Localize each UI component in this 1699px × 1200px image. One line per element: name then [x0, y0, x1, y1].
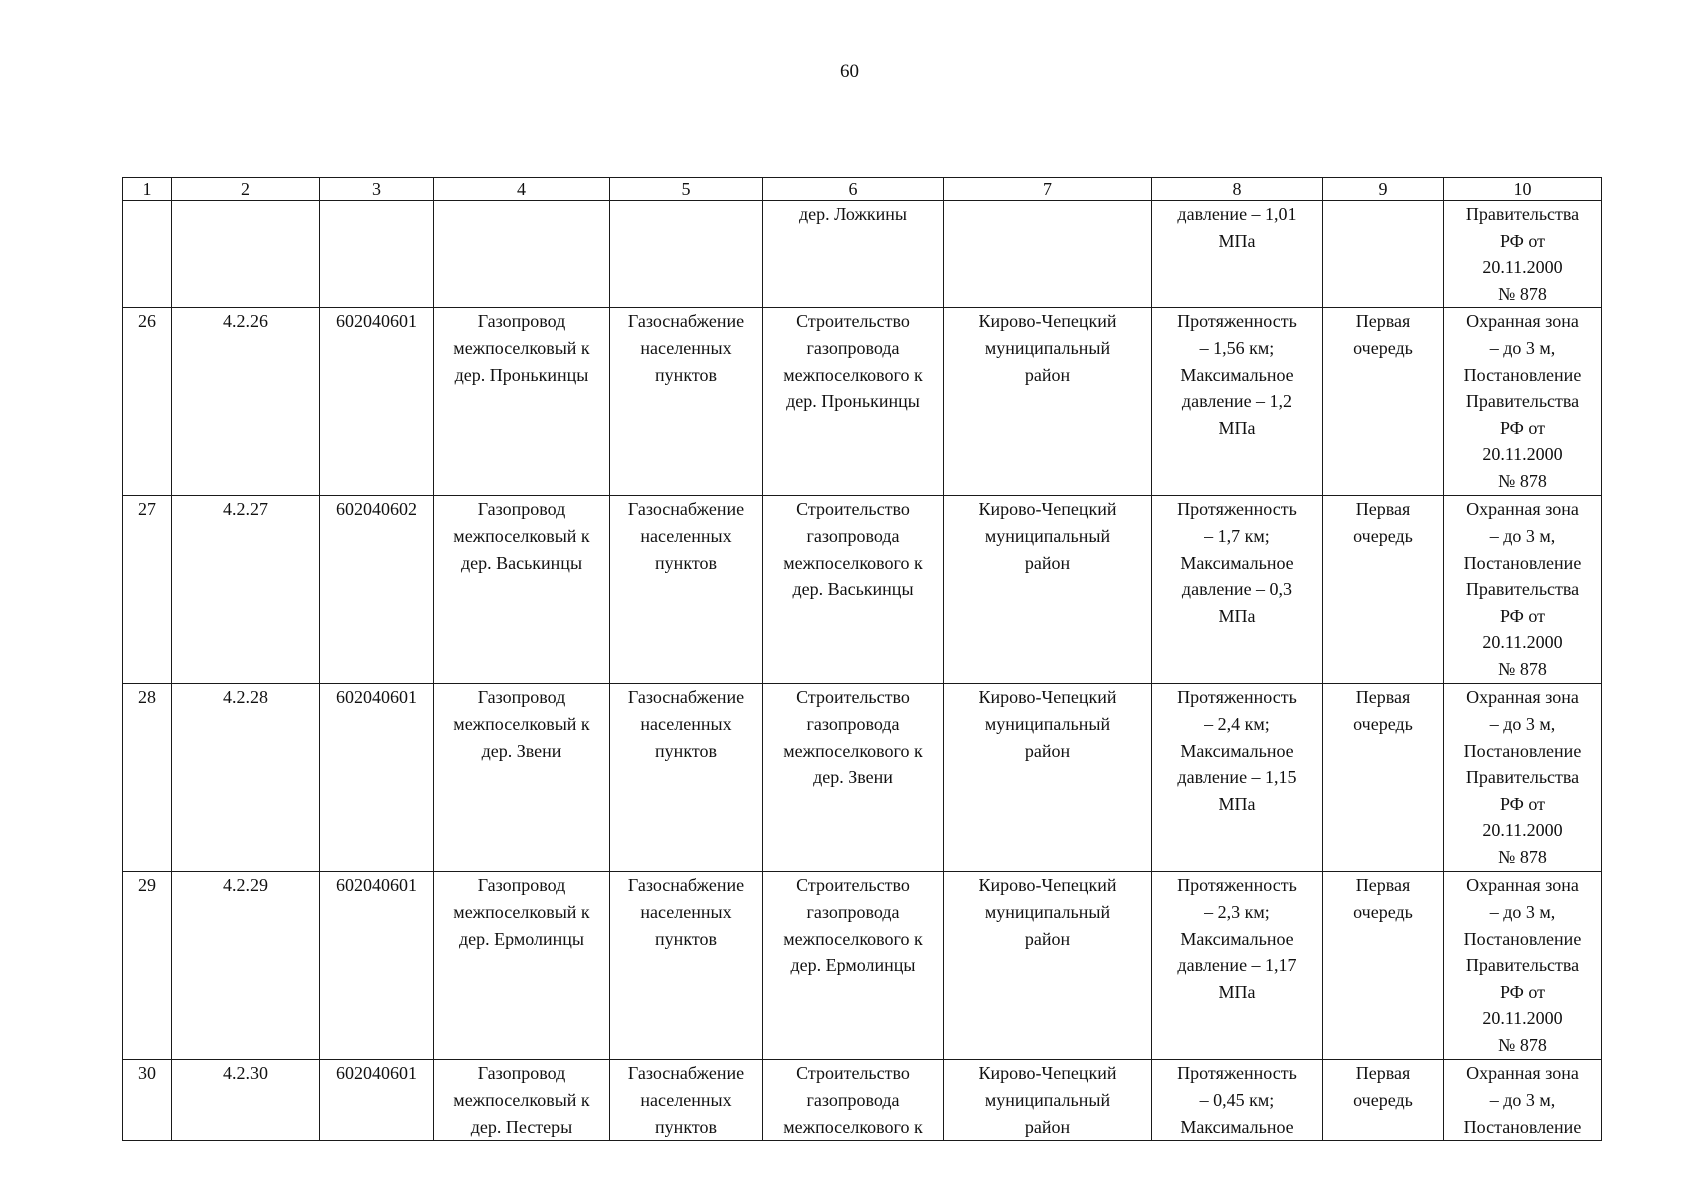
cell-text: Максимальное [1180, 364, 1294, 385]
cell-text: межпоселковый к [453, 901, 590, 922]
object-code-cell [320, 684, 434, 872]
cell-text: Протяженность [1177, 499, 1297, 520]
stage-cell [1323, 201, 1444, 308]
cell-text: Постановление [1463, 740, 1582, 761]
cell-text: Газоснабжение [627, 875, 745, 896]
cell-text: дер. Васькинцы [792, 579, 914, 600]
cell-text: 4.2.29 [223, 875, 268, 896]
cell-text: Протяженность [1177, 875, 1297, 896]
cell-text: дер. Ермолинцы [459, 928, 584, 949]
cell-text: газопровода [806, 1089, 900, 1110]
cell-text: МПа [1218, 605, 1256, 626]
cell-text: межпоселкового к [783, 552, 923, 573]
column-number: 6 [763, 178, 944, 201]
cell-text: 26 [138, 311, 156, 332]
restrictions-cell [1444, 496, 1602, 684]
cell-text: Кирово-Чепецкий [978, 687, 1117, 708]
cell-text: – до 3 м, [1489, 713, 1556, 734]
cell-text: Максимальное [1180, 740, 1294, 761]
item-code-cell [172, 1060, 320, 1141]
cell-text: – 0,45 км; [1199, 1089, 1275, 1110]
cell-text: очередь [1353, 1089, 1413, 1110]
cell-text: межпоселковый к [453, 337, 590, 358]
column-number: 4 [434, 178, 610, 201]
cell-text: давление – 1,17 [1177, 955, 1297, 976]
cell-text: дер. Ложкины [799, 204, 907, 224]
item-code-cell [172, 201, 320, 308]
cell-text: – до 3 м, [1489, 337, 1556, 358]
cell-text: муниципальный [984, 1089, 1111, 1110]
cell-text: 602040601 [336, 875, 417, 896]
location-cell [944, 1060, 1152, 1141]
cell-text: 20.11.2000 [1482, 444, 1563, 465]
cell-text: населенных [640, 901, 732, 922]
cell-text: Правительства [1465, 579, 1580, 600]
cell-text: – 2,3 км; [1204, 901, 1270, 922]
stage-cell [1323, 872, 1444, 1060]
cell-text: населенных [640, 1089, 732, 1110]
cell-text: межпоселкового к [783, 364, 923, 385]
cell-text: Строительство [796, 499, 910, 520]
object-name-cell [434, 684, 610, 872]
location-cell [944, 684, 1152, 872]
column-number: 10 [1444, 178, 1602, 201]
cell-text: 20.11.2000 [1482, 632, 1563, 653]
cell-text: очередь [1353, 525, 1413, 546]
location-cell [944, 496, 1152, 684]
cell-text: № 878 [1498, 470, 1547, 491]
cell-text: Протяженность [1177, 1063, 1297, 1084]
cell-text: населенных [640, 525, 732, 546]
cell-text: Первая [1355, 311, 1411, 332]
row-number-cell [123, 308, 172, 496]
cell-text: дер. Пестеры [470, 1116, 573, 1137]
cell-text: Протяженность [1177, 311, 1297, 332]
table-row [123, 872, 1602, 1060]
row-number-cell [123, 684, 172, 872]
activity-cell [763, 872, 944, 1060]
cell-text: Охранная зона [1466, 875, 1579, 896]
cell-text: Правительства [1465, 955, 1580, 976]
cell-text: Постановление [1463, 928, 1582, 949]
cell-text: Постановление [1463, 364, 1582, 385]
object-code-cell [320, 308, 434, 496]
cell-text: Строительство [796, 687, 910, 708]
cell-text: Первая [1355, 499, 1411, 520]
cell-text: Газопровод [477, 311, 566, 332]
cell-text: № 878 [1498, 1034, 1547, 1055]
restrictions-cell [1444, 201, 1602, 308]
activity-cell [763, 201, 944, 308]
cell-text: район [1024, 364, 1071, 385]
object-code-cell [320, 1060, 434, 1141]
table-body [123, 201, 1602, 1141]
cell-text: Охранная зона [1466, 311, 1579, 332]
location-cell [944, 308, 1152, 496]
cell-text: Правительства [1465, 767, 1580, 788]
cell-text: дер. Звени [481, 740, 562, 761]
cell-text: МПа [1218, 793, 1256, 814]
characteristics-cell [1152, 872, 1323, 1060]
cell-text: район [1024, 740, 1071, 761]
cell-text: 29 [138, 875, 156, 896]
cell-text: дер. Звени [813, 767, 893, 788]
object-name-cell [434, 496, 610, 684]
cell-text: РФ от [1499, 981, 1546, 1002]
cell-text: Кирово-Чепецкий [978, 311, 1117, 332]
row-number-cell [123, 201, 172, 308]
cell-text: 4.2.26 [223, 311, 268, 332]
cell-text: Кирово-Чепецкий [978, 499, 1117, 520]
object-name-cell [434, 1060, 610, 1141]
cell-text: пунктов [655, 1116, 717, 1137]
cell-text: Протяженность [1177, 687, 1297, 708]
cell-text: МПа [1218, 417, 1256, 438]
cell-text: РФ от [1499, 230, 1546, 251]
cell-text: муниципальный [984, 901, 1111, 922]
characteristics-cell [1152, 684, 1323, 872]
cell-text: Строительство [796, 1063, 910, 1084]
column-number: 8 [1152, 178, 1323, 201]
cell-text: 4.2.27 [223, 499, 268, 520]
cell-text: район [1024, 552, 1071, 573]
cell-text: Правительства [1465, 204, 1580, 224]
object-code-cell [320, 201, 434, 308]
column-number: 7 [944, 178, 1152, 201]
cell-text: межпоселкового к [783, 928, 923, 949]
activity-cell [763, 496, 944, 684]
item-code-cell [172, 308, 320, 496]
purpose-cell [610, 201, 763, 308]
characteristics-cell [1152, 308, 1323, 496]
cell-text: дер. Пронькинцы [454, 364, 589, 385]
cell-text: межпоселкового к [783, 740, 923, 761]
cell-text: пунктов [655, 740, 717, 761]
cell-text: населенных [640, 337, 732, 358]
table-row [123, 201, 1602, 308]
cell-text: Максимальное [1180, 928, 1294, 949]
purpose-cell [610, 496, 763, 684]
cell-text: Максимальное [1180, 1116, 1294, 1137]
stage-cell [1323, 684, 1444, 872]
column-number-row [123, 178, 1602, 201]
purpose-cell [610, 684, 763, 872]
cell-text: Правительства [1465, 391, 1580, 412]
cell-text: РФ от [1499, 417, 1546, 438]
table-row [123, 308, 1602, 496]
cell-text: Первая [1355, 1063, 1411, 1084]
cell-text: Охранная зона [1466, 687, 1579, 708]
item-code-cell [172, 496, 320, 684]
cell-text: – до 3 м, [1489, 901, 1556, 922]
table-row [123, 684, 1602, 872]
location-cell [944, 201, 1152, 308]
object-code-cell [320, 496, 434, 684]
object-name-cell [434, 872, 610, 1060]
stage-cell [1323, 308, 1444, 496]
cell-text: район [1024, 1116, 1071, 1137]
row-number-cell [123, 1060, 172, 1141]
cell-text: 602040601 [336, 1063, 417, 1084]
cell-text: Газоснабжение [627, 1063, 745, 1084]
table-row [123, 496, 1602, 684]
cell-text: – 1,56 км; [1199, 337, 1275, 358]
cell-text: – до 3 м, [1489, 525, 1556, 546]
cell-text: давление – 1,15 [1177, 767, 1297, 788]
cell-text: МПа [1218, 981, 1256, 1002]
cell-text: давление – 1,2 [1181, 391, 1293, 412]
table-row [123, 1060, 1602, 1141]
row-number-cell [123, 496, 172, 684]
cell-text: Кирово-Чепецкий [978, 1063, 1117, 1084]
cell-text: Газопровод [477, 687, 566, 708]
cell-text: межпоселковый к [453, 1089, 590, 1110]
cell-text: Газоснабжение [627, 499, 745, 520]
cell-text: Кирово-Чепецкий [978, 875, 1117, 896]
cell-text: дер. Пронькинцы [786, 391, 920, 412]
cell-text: № 878 [1498, 846, 1547, 867]
item-code-cell [172, 684, 320, 872]
cell-text: очередь [1353, 337, 1413, 358]
cell-text: межпоселковый к [453, 713, 590, 734]
cell-text: дер. Васькинцы [460, 552, 583, 573]
cell-text: РФ от [1499, 793, 1546, 814]
column-number: 1 [123, 178, 172, 201]
cell-text: – 1,7 км; [1204, 525, 1270, 546]
cell-text: давление – 1,01 [1177, 204, 1297, 224]
object-name-cell [434, 201, 610, 308]
cell-text: пунктов [655, 364, 717, 385]
cell-text: Первая [1355, 875, 1411, 896]
cell-text: очередь [1353, 901, 1413, 922]
restrictions-cell [1444, 308, 1602, 496]
cell-text: 602040602 [336, 499, 417, 520]
cell-text: Газоснабжение [627, 687, 745, 708]
purpose-cell [610, 308, 763, 496]
cell-text: МПа [1218, 230, 1256, 251]
cell-text: муниципальный [984, 525, 1111, 546]
cell-text: газопровода [806, 525, 900, 546]
activity-cell [763, 308, 944, 496]
cell-text: газопровода [806, 901, 900, 922]
purpose-cell [610, 872, 763, 1060]
item-code-cell [172, 872, 320, 1060]
cell-text: – до 3 м, [1489, 1089, 1556, 1110]
cell-text: Охранная зона [1466, 499, 1579, 520]
page-number: 60 [840, 61, 859, 82]
cell-text: Строительство [796, 311, 910, 332]
cell-text: пунктов [655, 552, 717, 573]
cell-text: 20.11.2000 [1482, 820, 1563, 841]
characteristics-cell [1152, 1060, 1323, 1141]
cell-text: давление – 0,3 [1181, 579, 1293, 600]
restrictions-cell [1444, 872, 1602, 1060]
cell-text: район [1024, 928, 1071, 949]
object-name-cell [434, 308, 610, 496]
cell-text: Первая [1355, 687, 1411, 708]
cell-text: газопровода [806, 337, 900, 358]
cell-text: Охранная зона [1466, 1063, 1579, 1084]
cell-text: Постановление [1463, 1116, 1582, 1137]
cell-text: муниципальный [984, 337, 1111, 358]
cell-text: межпоселкового к [783, 1116, 923, 1137]
cell-text: Газопровод [477, 875, 566, 896]
cell-text: муниципальный [984, 713, 1111, 734]
cell-text: 602040601 [336, 311, 417, 332]
activity-cell [763, 1060, 944, 1141]
characteristics-cell [1152, 496, 1323, 684]
cell-text: 20.11.2000 [1482, 257, 1563, 278]
cell-text: населенных [640, 713, 732, 734]
object-code-cell [320, 872, 434, 1060]
cell-text: очередь [1353, 713, 1413, 734]
restrictions-cell [1444, 684, 1602, 872]
cell-text: 28 [138, 687, 156, 708]
cell-text: Газоснабжение [627, 311, 745, 332]
purpose-cell [610, 1060, 763, 1141]
cell-text: – 2,4 км; [1204, 713, 1270, 734]
restrictions-cell [1444, 1060, 1602, 1141]
activity-cell [763, 684, 944, 872]
cell-text: дер. Ермолинцы [790, 955, 916, 976]
cell-text: № 878 [1498, 283, 1547, 304]
characteristics-cell [1152, 201, 1323, 308]
cell-text: Строительство [796, 875, 910, 896]
stage-cell [1323, 496, 1444, 684]
cell-text: 4.2.28 [223, 687, 268, 708]
column-number: 5 [610, 178, 763, 201]
cell-text: РФ от [1499, 605, 1546, 626]
cell-text: газопровода [806, 713, 900, 734]
stage-cell [1323, 1060, 1444, 1141]
cell-text: 30 [138, 1063, 156, 1084]
cell-text: 20.11.2000 [1482, 1008, 1563, 1029]
cell-text: 4.2.30 [223, 1063, 268, 1084]
cell-text: Постановление [1463, 552, 1582, 573]
cell-text: Максимальное [1180, 552, 1294, 573]
objects-table [122, 177, 1602, 1141]
row-number-cell [123, 872, 172, 1060]
column-number: 2 [172, 178, 320, 201]
cell-text: межпоселковый к [453, 525, 590, 546]
column-number: 9 [1323, 178, 1444, 201]
cell-text: 602040601 [336, 687, 417, 708]
cell-text: 27 [138, 499, 156, 520]
cell-text: пунктов [655, 928, 717, 949]
cell-text: Газопровод [477, 499, 566, 520]
location-cell [944, 872, 1152, 1060]
cell-text: Газопровод [477, 1063, 566, 1084]
column-number: 3 [320, 178, 434, 201]
cell-text: № 878 [1498, 658, 1547, 679]
